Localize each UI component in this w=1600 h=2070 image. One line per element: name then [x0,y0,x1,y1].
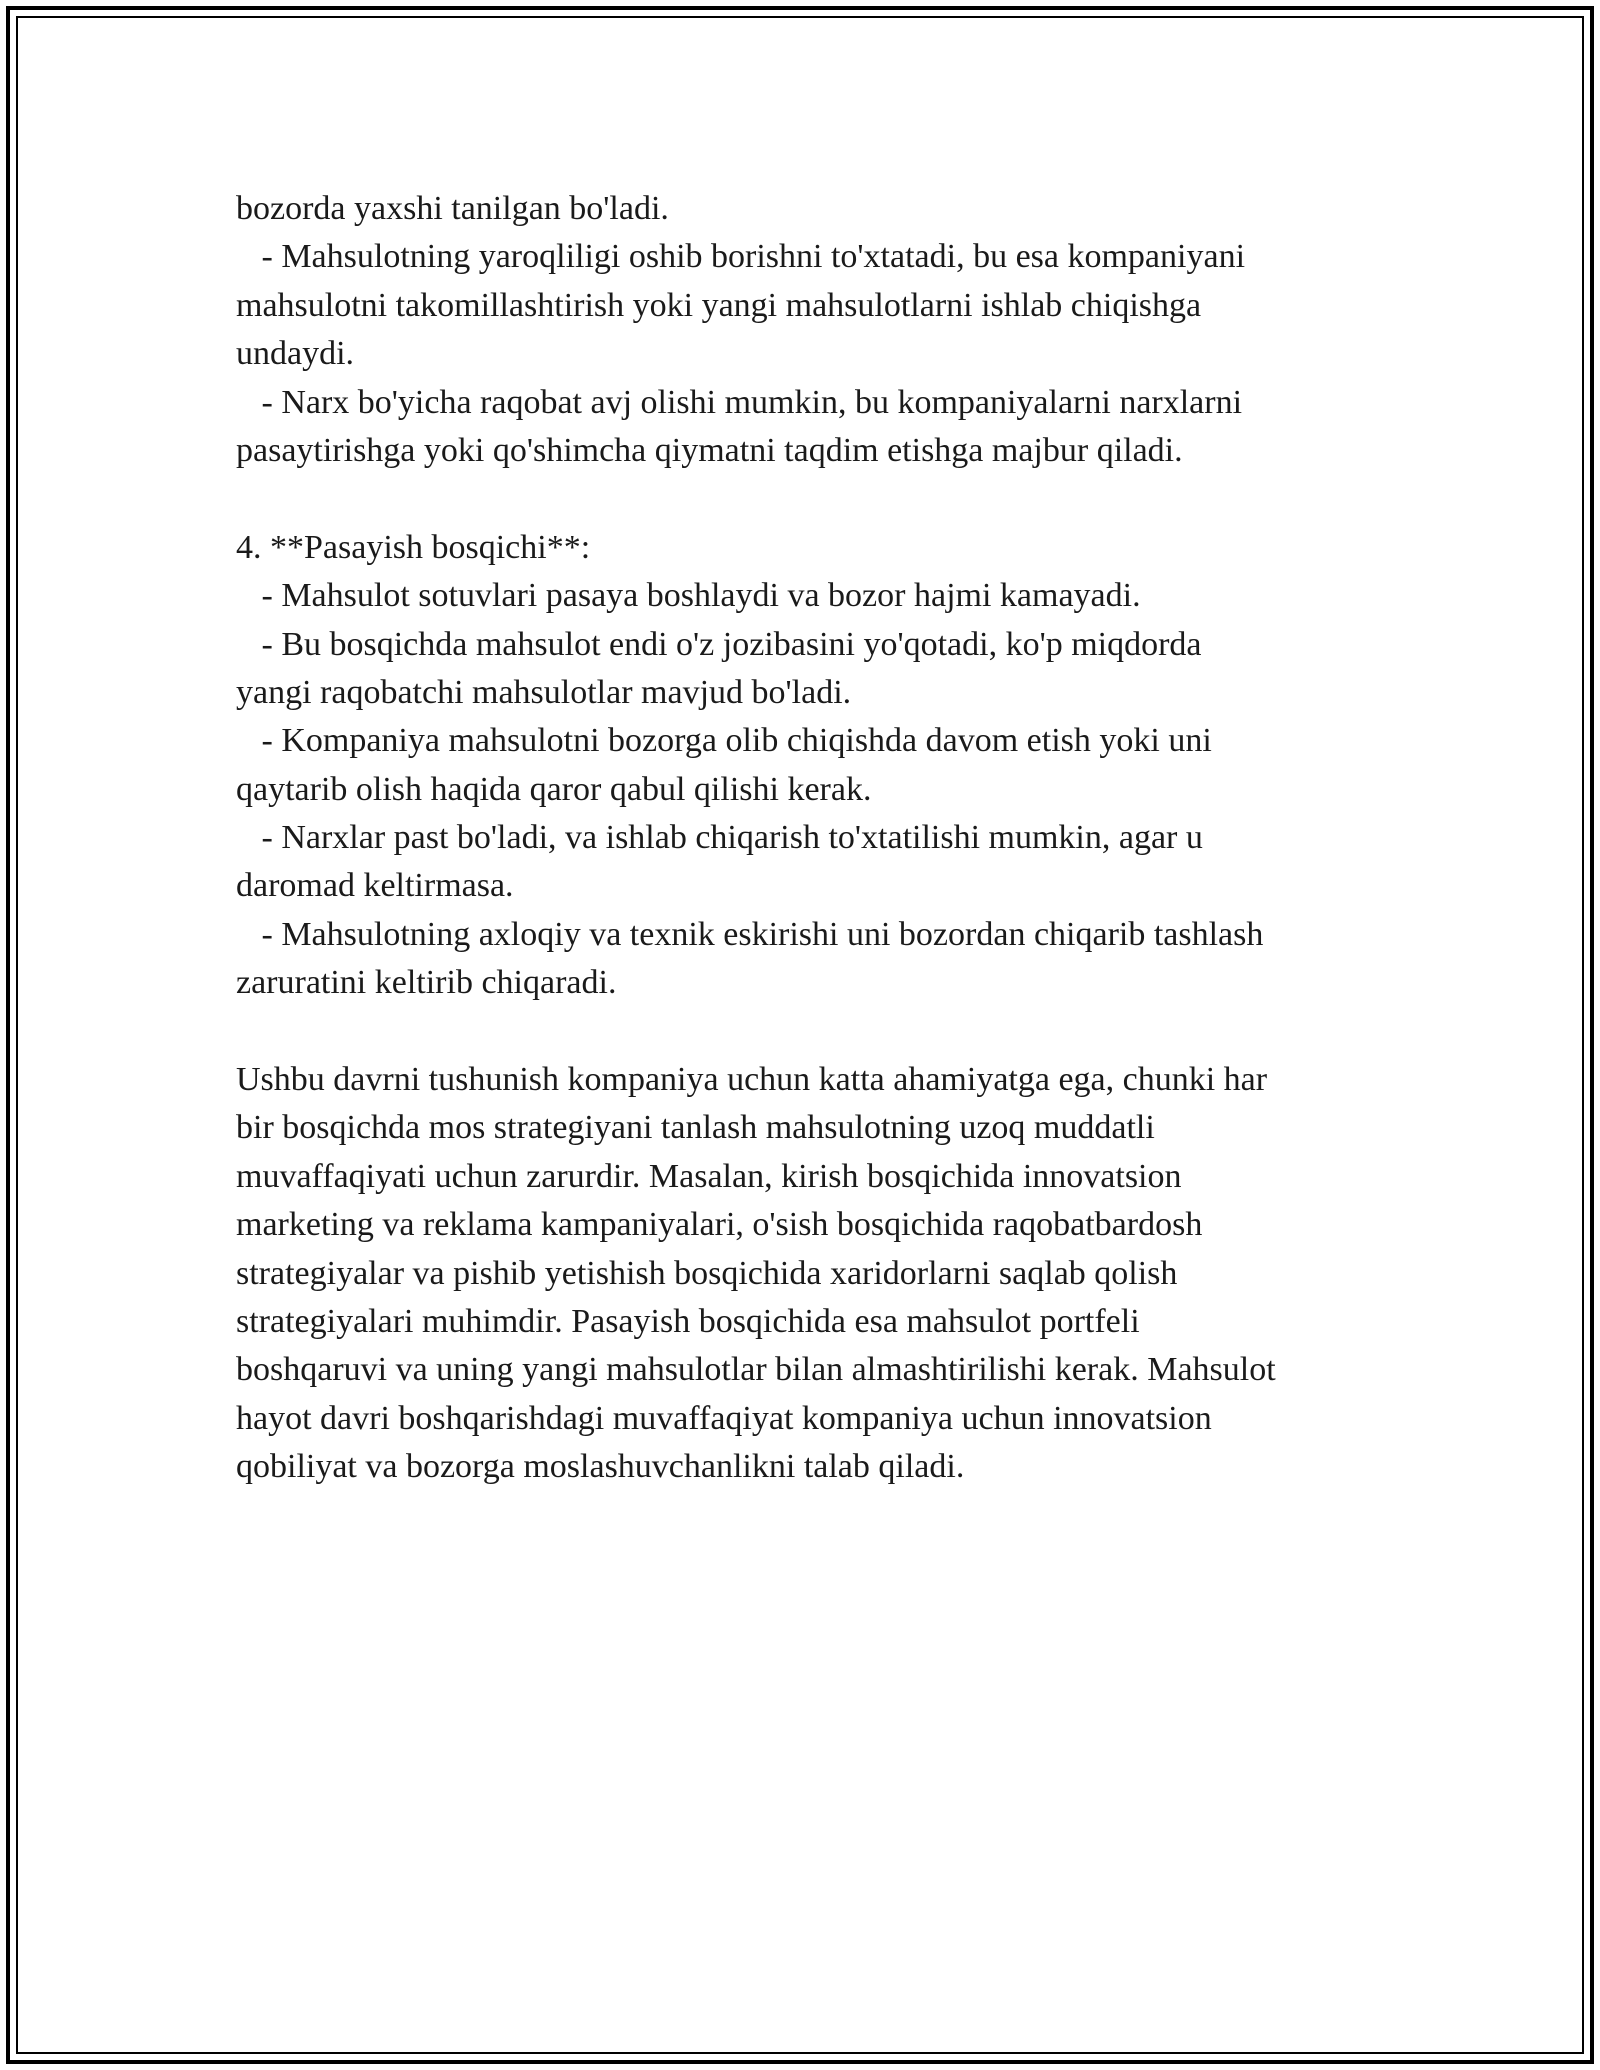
text-line: marketing va reklama kampaniyalari, o'sish bosqichida raqobatbardosh [236,1206,1203,1244]
text-line: qobiliyat va bozorga moslashuvchanlikni talab qiladi. [236,1448,965,1486]
text-line: bir bosqichda mos strategiyani tanlash mahsulotning uzoq muddatli [236,1109,1155,1147]
text-line: zaruratini keltirib chiqaradi. [236,964,617,1002]
text-line: pasaytirishga yoki qo'shimcha qiymatni taqdim etishga majbur qiladi. [236,431,1183,469]
text-line: hayot davri boshqarishdagi muvaffaqiyat kompaniya uchun innovatsion [236,1399,1212,1437]
text-line: bozorda yaxshi tanilgan bo'ladi. [236,190,669,227]
text-line: - Mahsulotning yaroqliligi oshib borishni to'xtatadi, bu esa kompaniyani [236,238,1246,276]
text-line: yangi raqobatchi mahsulotlar mavjud bo'ladi. [236,673,852,711]
text-line: strategiyalari muhimdir. Pasayish bosqichida esa mahsulot portfeli [236,1302,1140,1340]
text-line: Ushbu davrni tushunish kompaniya uchun katta ahamiyatga ega, chunki har [236,1061,1268,1099]
text-line: - Mahsulot sotuvlari pasaya boshlaydi va bozor hajmi kamayadi. [236,577,1141,615]
text-line: strategiyalar va pishib yetishish bosqichida xaridorlarni saqlab qolish [236,1254,1178,1292]
text-line: mahsulotni takomillashtirish yoki yangi mahsulotlarni ishlab chiqishga [236,286,1202,324]
paragraph-gap [236,475,1416,523]
text-line: - Mahsulotning axloqiy va texnik eskirishi uni bozordan chiqarib tashlash [236,915,1264,953]
paragraph-gap [236,1008,1416,1056]
text-line: qaytarib olish haqida qaror qabul qilishi kerak. [236,770,872,808]
section-heading: 4. **Pasayish bosqichi**: [236,528,591,566]
document-body [236,185,1416,1492]
text-line: daromad keltirmasa. [236,867,514,905]
text-line: - Kompaniya mahsulotni bozorga olib chiqishda davom etish yoki uni [236,722,1212,760]
text-line: - Narx bo'yicha raqobat avj olishi mumkin, bu kompaniyalarni narxlarni [236,383,1243,421]
text-line: - Bu bosqichda mahsulot endi o'z jozibasini yo'qotadi, ko'p miqdorda [236,625,1202,663]
text-line: muvaffaqiyati uchun zarurdir. Masalan, kirish bosqichida innovatsion [236,1157,1182,1195]
text-line: undaydi. [236,335,355,373]
text-line: - Narxlar past bo'ladi, va ishlab chiqarish to'xtatilishi mumkin, agar u [236,819,1203,857]
text-line: boshqaruvi va uning yangi mahsulotlar bilan almashtirilishi kerak. Mahsulot [236,1351,1276,1389]
